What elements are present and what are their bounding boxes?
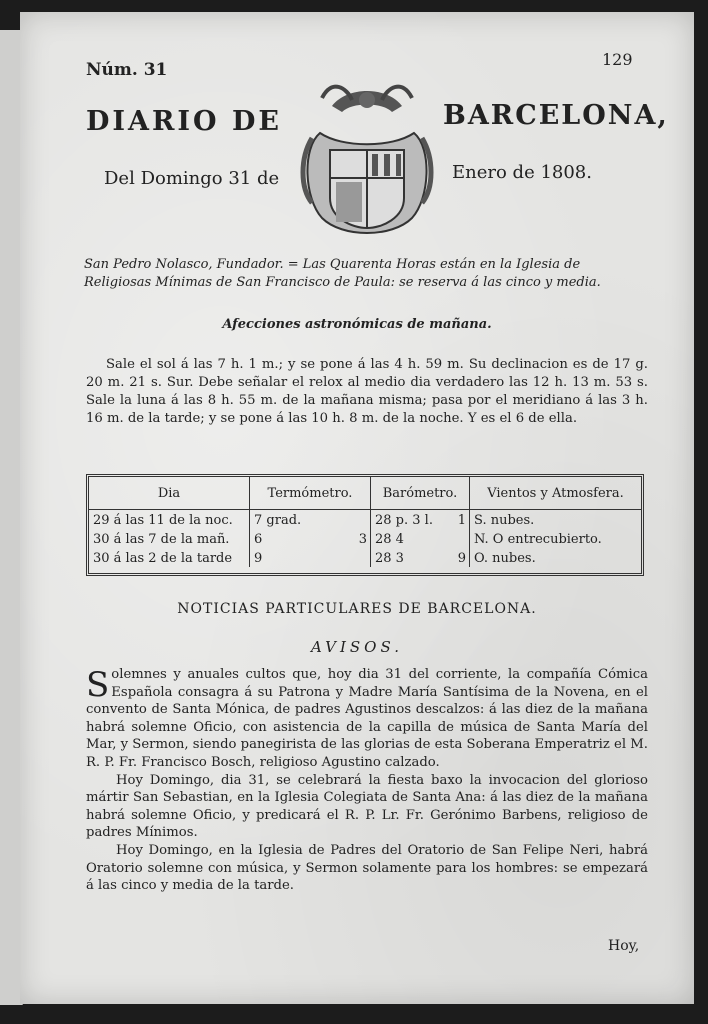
cell-bar: 28 p. 3 l. 1 bbox=[371, 510, 470, 530]
notice-paragraph: Solemnes y anuales cultos que, hoy dia 31 del corriente, la compañía Cómica Española consagra á su Patrona y Madre María Santísima de la Novena, en el convento de Santa Mónica, de padres Agustinos descalzos: á las diez de la mañana habrá solemne Oficio, con asistencia de la capilla de música de Santa María del Mar, y Sermon, siendo panegirista de las glorias de esta Soberana Emperatriz el M. R. P. Fr. Francisco Bosch, religioso Agustino calzado. bbox=[86, 665, 648, 770]
cell-term: 9 bbox=[250, 548, 371, 567]
table-row bbox=[89, 548, 641, 567]
cell-dia: 29 á las 11 de la noc. bbox=[89, 510, 250, 530]
table-row bbox=[89, 529, 641, 548]
header-dia: Dia bbox=[89, 477, 250, 510]
notice-paragraph: Hoy Domingo, dia 31, se celebrará la fiesta baxo la invocacion del glorioso mártir San Sebastian, en la Iglesia Colegiata de Santa Ana: á las diez de la mañana habrá solemne Oficio, y predicará el R. P. Lr. Fr. Gerónimo Barbens, religioso de padres Mínimos. bbox=[86, 772, 648, 841]
notices-body bbox=[86, 666, 648, 895]
newspaper-page bbox=[20, 12, 694, 1004]
cell-term: 6 3 bbox=[250, 529, 371, 548]
issue-number: Núm. 31 bbox=[86, 60, 168, 80]
notice-paragraph: Hoy Domingo, en la Iglesia de Padres del Oratorio de San Felipe Neri, habrá Oratorio solemne con música, y Sermon solamente para los hombres: se empezará á las cinco y media de la tarde. bbox=[86, 842, 648, 894]
cell-wind: N. O entrecubierto. bbox=[474, 532, 602, 547]
masthead-left: DIARIO DE bbox=[86, 106, 282, 137]
drop-cap: S bbox=[86, 665, 110, 705]
astro-heading: Afecciones astronómicas de mañana. bbox=[222, 317, 492, 332]
section-title: NOTICIAS PARTICULARES DE BARCELONA. bbox=[177, 601, 537, 617]
header-vientos: Vientos y Atmosfera. bbox=[470, 477, 642, 510]
coat-of-arms-emblem bbox=[292, 78, 442, 243]
cell-dia: 30 á las 2 de la tarde bbox=[89, 548, 250, 567]
catchword: Hoy, bbox=[608, 938, 640, 954]
cell-term: 7 grad. bbox=[250, 510, 371, 530]
saint-of-day-notice: San Pedro Nolasco, Fundador. = Las Quarenta Horas están en la Iglesia de Religiosas Mínimas de San Francisco de Paula: se reserva á las cinco y media. bbox=[84, 257, 601, 290]
cell-bar: 28 3 9 bbox=[371, 548, 470, 567]
cell-wind: S. nubes. bbox=[474, 513, 535, 528]
header-barometro: Barómetro. bbox=[371, 477, 470, 510]
table-header-row bbox=[89, 477, 641, 510]
cell-bar: 28 4 bbox=[371, 529, 470, 548]
cell-wind: O. nubes. bbox=[474, 551, 536, 566]
date-left: Del Domingo 31 de bbox=[104, 168, 280, 189]
weather-table bbox=[86, 474, 644, 576]
page-number: 129 bbox=[602, 50, 633, 69]
date-right: Enero de 1808. bbox=[452, 162, 592, 183]
header-termometro: Termómetro. bbox=[250, 477, 371, 510]
cell-dia: 30 á las 7 de la mañ. bbox=[89, 529, 250, 548]
table-row bbox=[89, 510, 641, 530]
masthead-right: BARCELONA, bbox=[443, 100, 669, 131]
avisos-heading: AVISOS. bbox=[311, 638, 403, 656]
astro-paragraph: Sale el sol á las 7 h. 1 m.; y se pone á las 4 h. 59 m. Su declinacion es de 17 g. 20 m. 21 s. Sur. Debe señalar el relox al medio dia verdadero las 12 h. 13 m. 53 s. Sale la luna á las 8 h. 55 m. de la mañana misma; pasa por el meridiano á las 3 h. 16 m. de la tarde; y se pone á las 10 h. 8 m. de la noche. Y es el 6 de ella. bbox=[86, 357, 648, 426]
